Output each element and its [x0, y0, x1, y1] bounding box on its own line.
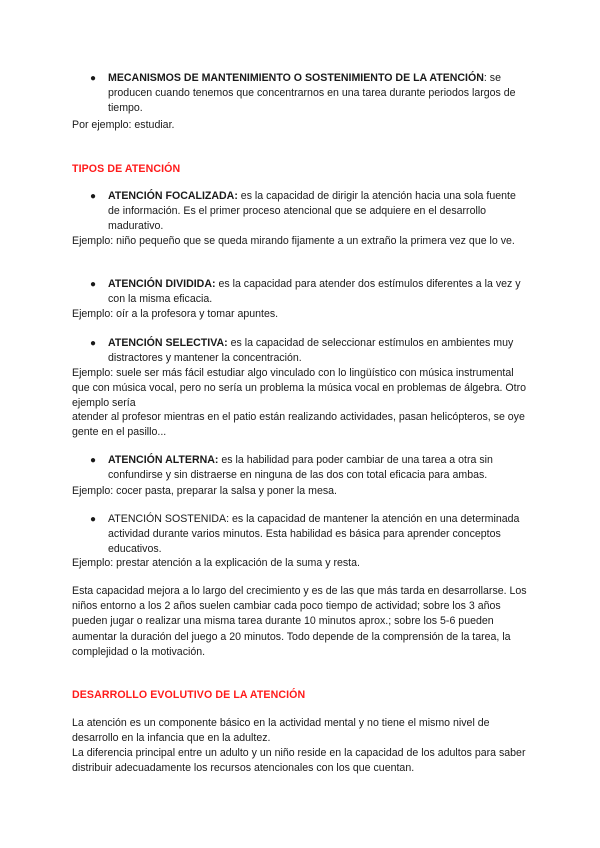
example-text: Ejemplo: niño pequeño que se queda mirando fijamente a un extraño la primera vez que lo ve.	[72, 235, 515, 247]
bullet-title: ATENCIÓN DIVIDIDA:	[108, 278, 216, 290]
example-text: Por ejemplo: estudiar.	[72, 119, 175, 131]
example-text: Ejemplo: cocer pasta, preparar la salsa y poner la mesa.	[72, 485, 337, 497]
bullet-text: es la capacidad de dirigir la atención hacia una sola fuente de información. Es el primer proceso atencional que se adquiere en el desarrollo madurativo.	[108, 190, 516, 233]
bullet-dot: ●	[90, 73, 97, 84]
paragraph-componente: La atención es un componente básico en la actividad mental y no tiene el mismo nivel de desarrollo en la infancia que en la adultez.	[72, 717, 490, 745]
section-heading-desarrollo: DESARROLLO EVOLUTIVO DE LA ATENCIÓN	[72, 689, 306, 701]
bullet-dot: ●	[90, 191, 97, 202]
bullet-title: ATENCIÓN SELECTIVA:	[108, 337, 228, 349]
bullet-title: ATENCIÓN SOSTENIDA:	[108, 513, 230, 525]
example-text-continued: atender al profesor mientras en el patio están realizando actividades, pasan helicópteros, se oye gente en el pasillo...	[72, 411, 525, 439]
example-text: Ejemplo: oír a la profesora y tomar apuntes.	[72, 308, 279, 320]
bullet-title: MECANISMOS DE MANTENIMIENTO O SOSTENIMIENTO DE LA ATENCIÓN	[108, 72, 484, 84]
bullet-focalizada	[90, 189, 528, 235]
bullet-text: es la capacidad para atender dos estímulos diferentes a la vez y con la misma eficacia.	[108, 278, 521, 306]
bullet-mantenimiento	[90, 71, 528, 117]
bullet-alterna	[90, 453, 528, 483]
bullet-sostenida	[90, 512, 528, 558]
bullet-dot: ●	[90, 455, 97, 466]
example-text: Ejemplo: prestar atención a la explicación de la suma y resta.	[72, 557, 360, 569]
bullet-text: es la habilidad para poder cambiar de una tarea a otra sin confundirse y sin distraerse en ninguna de las dos con total eficacia para ambas.	[108, 454, 493, 482]
example-text: Ejemplo: suele ser más fácil estudiar algo vinculado con lo lingüístico con música instrumental que con música vocal, pero no sería un problema la música vocal en problemas de álgebra. Otro ejemplo sería	[72, 367, 527, 410]
paragraph-desarrollo-capacidad: Esta capacidad mejora a lo largo del crecimiento y es de las que más tarda en desarrollarse. Los niños entorno a los 2 años suelen cambiar cada poco tiempo de actividad; sobre los 3 años pueden jugar o realizar una misma tarea durante 10 minutos aprox.; sobre los 5-6 pueden aumentar la duración del juego a 20 minutos. Todo depende de la comprensión de la tarea, la complejidad o la motivación.	[72, 585, 527, 658]
paragraph-diferencia: La diferencia principal entre un adulto y un niño reside en la capacidad de los adultos para saber distribuir adecuadamente los recursos atencionales con los que cuentan.	[72, 747, 526, 775]
bullet-text: es la capacidad de mantener la atención en una determinada actividad durante varios minutos. Esta habilidad es básica para aprender conceptos educativos.	[108, 513, 520, 556]
section-heading-tipos: TIPOS DE ATENCIÓN	[72, 163, 181, 175]
bullet-dot: ●	[90, 338, 97, 349]
bullet-title: ATENCIÓN ALTERNA:	[108, 454, 219, 466]
bullet-dividida	[90, 277, 528, 307]
bullet-selectiva	[90, 336, 528, 366]
bullet-title: ATENCIÓN FOCALIZADA:	[108, 190, 238, 202]
bullet-dot: ●	[90, 279, 97, 290]
bullet-text: es la capacidad de seleccionar estímulos en ambientes muy distractores y mantener la concentración.	[108, 337, 514, 365]
bullet-text: : se producen cuando tenemos que concentrarnos en una tarea durante periodos largos de tiempo.	[108, 72, 516, 115]
bullet-dot: ●	[90, 514, 97, 525]
